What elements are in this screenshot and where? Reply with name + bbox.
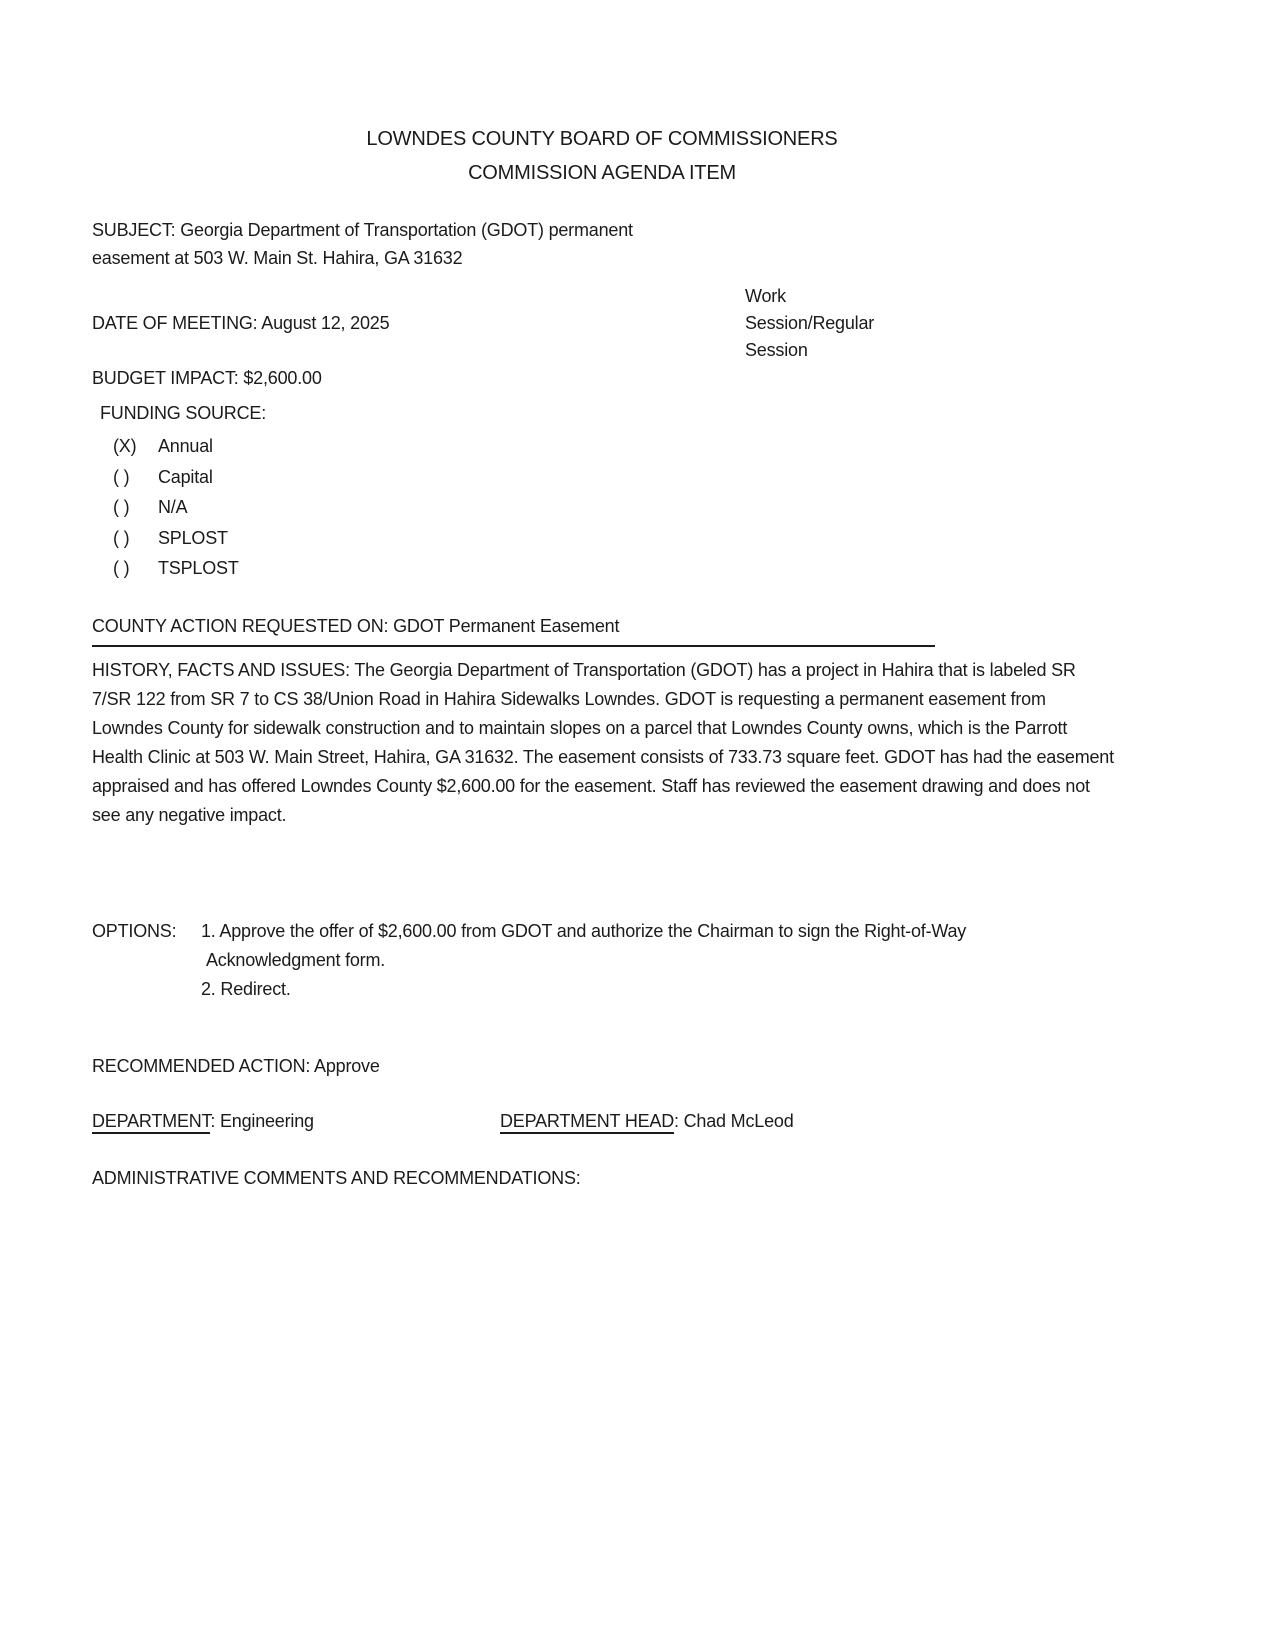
funding-checkbox-splost: ( )	[113, 527, 130, 548]
options-block	[92, 917, 966, 1004]
funding-option-na	[113, 492, 239, 523]
subject-line-2: easement at 503 W. Main St. Hahira, GA 31632	[92, 248, 463, 268]
subject-line-1: SUBJECT: Georgia Department of Transportation (GDOT) permanent	[92, 220, 633, 240]
department-head-value: : Chad McLeod	[674, 1111, 794, 1131]
funding-option-label: Annual	[158, 436, 213, 456]
funding-checkbox-na: ( )	[113, 497, 130, 518]
session-type-line-1: Work	[745, 286, 786, 306]
funding-option-label: SPLOST	[158, 527, 228, 548]
session-type-block	[745, 283, 874, 364]
title-line-1: LOWNDES COUNTY BOARD OF COMMISSIONERS	[366, 128, 838, 150]
subject-block	[92, 216, 752, 272]
session-type-line-2: Session/Regular	[745, 313, 875, 333]
department-group	[92, 1111, 314, 1134]
department-head-group	[500, 1107, 794, 1136]
options-label: OPTIONS:	[92, 921, 177, 941]
option-item-1: 1. Approve the offer of $2,600.00 from GDOT and authorize the Chairman to sign the Right-of-Way	[201, 921, 967, 941]
funding-source-list	[113, 431, 239, 584]
funding-checkbox-capital: ( )	[113, 466, 130, 487]
funding-checkbox-annual: (X)	[113, 436, 137, 456]
department-head-label: DEPARTMENT HEAD	[500, 1111, 674, 1134]
date-of-meeting: DATE OF MEETING: August 12, 2025	[92, 313, 390, 333]
recommended-action: RECOMMENDED ACTION: Approve	[92, 1056, 380, 1076]
funding-option-annual	[113, 431, 239, 462]
option-item-1-continuation: Acknowledgment form.	[206, 950, 386, 970]
department-value: : Engineering	[210, 1111, 314, 1131]
session-type-line-3: Session	[745, 340, 808, 360]
history-facts-issues-paragraph: HISTORY, FACTS AND ISSUES: The Georgia Department of Transportation (GDOT) has a project in Hahira that is labeled SR 7/SR 122 from SR 7 to CS 38/Union Road in Hahira Sidewalks Lowndes. GDOT is requesting a permanent easement from Lowndes County for sidewalk construction and to maintain slopes on a parcel that Lowndes County owns, which is the Parrott Health Clinic at 503 W. Main Street, Hahira, GA 31632. The easement consists of 733.73 square feet. GDOT has had the easement appraised and has offered Lowndes County $2,600.00 for the easement. Staff has reviewed the easement drawing and does not see any negative impact.	[92, 660, 1114, 825]
option-item-2: 2. Redirect.	[201, 979, 291, 999]
county-action-heading: COUNTY ACTION REQUESTED ON: GDOT Permanent Easement	[92, 612, 935, 647]
funding-source-label: FUNDING SOURCE:	[100, 403, 267, 423]
funding-option-capital	[113, 462, 239, 493]
funding-option-label: Capital	[158, 466, 213, 487]
funding-option-splost	[113, 523, 239, 554]
funding-option-label: TSPLOST	[158, 558, 239, 579]
title-line-2: COMMISSION AGENDA ITEM	[468, 162, 736, 184]
document-title	[92, 122, 1112, 190]
funding-option-tsplost	[113, 553, 239, 584]
options-list	[201, 917, 966, 1004]
funding-checkbox-tsplost: ( )	[113, 558, 130, 579]
funding-option-label: N/A	[158, 497, 188, 518]
admin-comments-heading: ADMINISTRATIVE COMMENTS AND RECOMMENDATIONS:	[92, 1168, 581, 1188]
department-row	[92, 1107, 1114, 1136]
budget-impact: BUDGET IMPACT: $2,600.00	[92, 368, 322, 388]
department-label: DEPARTMENT	[92, 1111, 210, 1134]
